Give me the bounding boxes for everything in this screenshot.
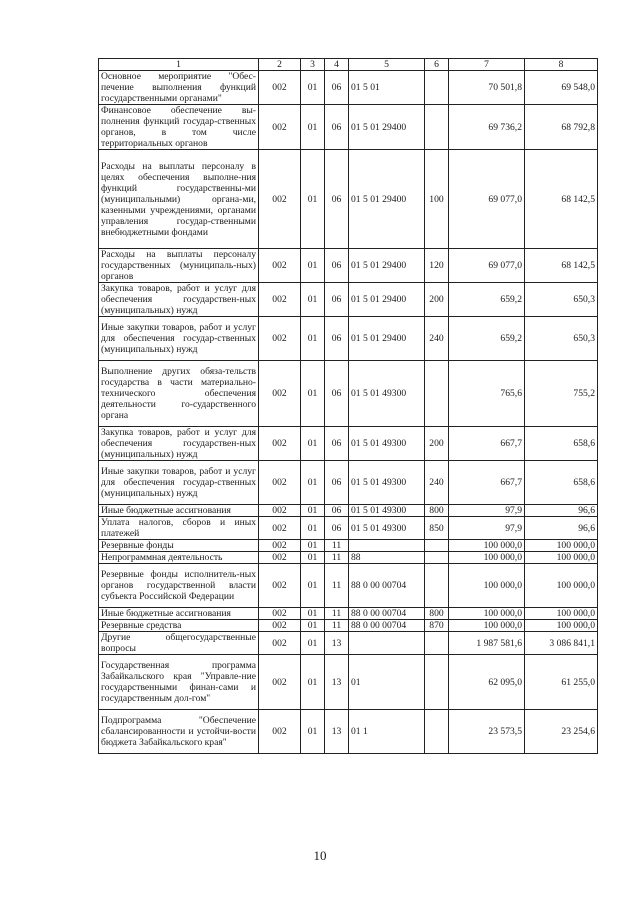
table-row [99,655,598,710]
cell-vr: 200 [425,427,449,461]
cell-sum8: 755,2 [525,361,598,427]
cell-csr: 01 5 01 49300 [349,427,425,461]
page-number: 10 [313,848,327,863]
cell-sum8: 3 086 841,1 [525,632,598,655]
cell-vr: 850 [425,517,449,540]
cell-pr: 13 [325,632,349,655]
cell-vr [425,655,449,710]
cell-sum8: 658,6 [525,461,598,505]
cell-sum8: 100 000,0 [525,564,598,608]
table-row [99,71,598,105]
cell-sum7: 1 987 581,6 [449,632,525,655]
table-row [99,105,598,150]
cell-pr: 13 [325,655,349,710]
cell-csr: 01 5 01 29400 [349,249,425,283]
cell-name: Иные бюджетные ассигнования [99,505,259,517]
cell-sum7: 69 077,0 [449,150,525,249]
cell-rz: 01 [301,564,325,608]
col-header: 7 [449,59,525,71]
cell-csr: 01 5 01 29400 [349,283,425,317]
cell-ved: 002 [259,632,301,655]
cell-pr: 11 [325,540,349,552]
cell-sum8: 68 792,8 [525,105,598,150]
cell-sum7: 659,2 [449,317,525,361]
cell-name: Иные закупки товаров, работ и услуг для обеспечения государ-ственных (муниципальных) нужд [99,317,259,361]
cell-sum8: 100 000,0 [525,552,598,564]
cell-rz: 01 [301,552,325,564]
cell-ved: 002 [259,620,301,632]
col-header: 4 [325,59,349,71]
table-row [99,505,598,517]
cell-rz: 01 [301,249,325,283]
cell-name: Другие общегосударственные вопросы [99,632,259,655]
table-row [99,461,598,505]
cell-csr: 01 5 01 49300 [349,517,425,540]
cell-vr: 870 [425,620,449,632]
cell-pr: 06 [325,249,349,283]
cell-ved: 002 [259,71,301,105]
cell-csr: 01 5 01 29400 [349,317,425,361]
cell-sum8: 69 548,0 [525,71,598,105]
cell-rz: 01 [301,150,325,249]
cell-ved: 002 [259,608,301,620]
cell-pr: 06 [325,427,349,461]
cell-pr: 06 [325,150,349,249]
table-row [99,427,598,461]
cell-vr [425,71,449,105]
cell-pr: 06 [325,517,349,540]
cell-sum7: 667,7 [449,461,525,505]
cell-rz: 01 [301,317,325,361]
cell-ved: 002 [259,710,301,754]
cell-vr: 120 [425,249,449,283]
cell-name: Расходы на выплаты персоналу в целях обеспечения выполне-ния функций государственны-ми (муниципальными) органа-ми, казенными учреждениями, органами управления государ-ственными внебюджетными фондами [99,150,259,249]
cell-sum8: 100 000,0 [525,620,598,632]
cell-sum7: 70 501,8 [449,71,525,105]
cell-rz: 01 [301,283,325,317]
table-row [99,317,598,361]
col-header: 2 [259,59,301,71]
cell-ved: 002 [259,361,301,427]
cell-sum7: 23 573,5 [449,710,525,754]
cell-rz: 01 [301,505,325,517]
cell-csr [349,632,425,655]
cell-sum7: 100 000,0 [449,564,525,608]
cell-vr [425,361,449,427]
table-row [99,361,598,427]
cell-name: Иные закупки товаров, работ и услуг для обеспечения государ-ственных (муниципальных) нужд [99,461,259,505]
cell-rz: 01 [301,540,325,552]
table-row [99,150,598,249]
cell-pr: 11 [325,608,349,620]
cell-csr: 01 5 01 49300 [349,505,425,517]
cell-sum7: 97,9 [449,517,525,540]
cell-ved: 002 [259,552,301,564]
table-row [99,620,598,632]
cell-vr: 100 [425,150,449,249]
cell-sum8: 61 255,0 [525,655,598,710]
cell-sum7: 765,6 [449,361,525,427]
cell-ved: 002 [259,283,301,317]
cell-csr [349,540,425,552]
table-row [99,517,598,540]
cell-rz: 01 [301,105,325,150]
cell-name: Расходы на выплаты персоналу государственных (муниципаль-ных) органов [99,249,259,283]
cell-rz: 01 [301,620,325,632]
cell-sum8: 68 142,5 [525,150,598,249]
cell-pr: 06 [325,71,349,105]
cell-vr [425,552,449,564]
cell-vr: 800 [425,505,449,517]
cell-sum8: 650,3 [525,317,598,361]
cell-rz: 01 [301,710,325,754]
cell-csr: 01 5 01 [349,71,425,105]
cell-name: Непрограммная деятельность [99,552,259,564]
cell-ved: 002 [259,655,301,710]
cell-csr: 01 1 [349,710,425,754]
cell-rz: 01 [301,427,325,461]
cell-sum7: 100 000,0 [449,608,525,620]
cell-pr: 11 [325,552,349,564]
cell-ved: 002 [259,150,301,249]
cell-vr: 240 [425,461,449,505]
cell-ved: 002 [259,427,301,461]
cell-ved: 002 [259,505,301,517]
cell-name: Резервные фонды [99,540,259,552]
cell-vr [425,632,449,655]
cell-ved: 002 [259,517,301,540]
cell-sum7: 69 736,2 [449,105,525,150]
cell-ved: 002 [259,105,301,150]
cell-ved: 002 [259,461,301,505]
cell-pr: 06 [325,461,349,505]
cell-ved: 002 [259,564,301,608]
cell-ved: 002 [259,249,301,283]
cell-vr: 240 [425,317,449,361]
col-header: 3 [301,59,325,71]
cell-pr: 06 [325,505,349,517]
cell-pr: 11 [325,620,349,632]
cell-rz: 01 [301,71,325,105]
cell-sum8: 96,6 [525,517,598,540]
cell-sum8: 650,3 [525,283,598,317]
cell-sum7: 659,2 [449,283,525,317]
cell-sum7: 100 000,0 [449,552,525,564]
cell-ved: 002 [259,540,301,552]
table-row [99,608,598,620]
cell-sum7: 69 077,0 [449,249,525,283]
cell-pr: 06 [325,105,349,150]
cell-pr: 11 [325,564,349,608]
cell-sum7: 667,7 [449,427,525,461]
cell-name: Уплата налогов, сборов и иных платежей [99,517,259,540]
cell-rz: 01 [301,655,325,710]
cell-name: Подпрограмма "Обеспечение сбалансированности и устойчи-вости бюджета Забайкальского края" [99,710,259,754]
cell-csr: 88 [349,552,425,564]
cell-csr: 88 0 00 00704 [349,620,425,632]
cell-name: Резервные фонды исполнитель-ных органов государственной власти субъекта Российской Федерации [99,564,259,608]
cell-sum7: 100 000,0 [449,620,525,632]
cell-vr [425,105,449,150]
cell-csr: 01 5 01 49300 [349,361,425,427]
cell-vr [425,540,449,552]
cell-vr: 200 [425,283,449,317]
cell-name: Закупка товаров, работ и услуг для обеспечения государствен-ных (муниципальных) нужд [99,283,259,317]
cell-vr [425,710,449,754]
cell-vr [425,564,449,608]
cell-name: Иные бюджетные ассигнования [99,608,259,620]
cell-csr: 88 0 00 00704 [349,564,425,608]
cell-name: Государственная программа Забайкальского края "Управле-ние государственными финан-сами и государственным дол-гом" [99,655,259,710]
cell-sum8: 658,6 [525,427,598,461]
cell-rz: 01 [301,361,325,427]
cell-sum8: 68 142,5 [525,249,598,283]
cell-vr: 800 [425,608,449,620]
cell-name: Резервные средства [99,620,259,632]
table-row [99,564,598,608]
budget-table [98,58,598,754]
cell-sum8: 100 000,0 [525,540,598,552]
cell-csr: 01 5 01 29400 [349,105,425,150]
table-row [99,710,598,754]
cell-sum7: 100 000,0 [449,540,525,552]
table-header-row [99,59,598,71]
cell-sum8: 100 000,0 [525,608,598,620]
cell-rz: 01 [301,608,325,620]
cell-pr: 06 [325,361,349,427]
cell-csr: 01 [349,655,425,710]
col-header: 5 [349,59,425,71]
col-header: 8 [525,59,598,71]
col-header: 1 [99,59,259,71]
cell-name: Выполнение других обяза-тельств государства в части материально-технического обеспечения деятельности го-сударственного органа [99,361,259,427]
col-header: 6 [425,59,449,71]
cell-csr: 88 0 00 00704 [349,608,425,620]
cell-name: Закупка товаров, работ и услуг для обеспечения государствен-ных (муниципальных) нужд [99,427,259,461]
cell-pr: 06 [325,283,349,317]
cell-rz: 01 [301,517,325,540]
table-row [99,632,598,655]
table-row [99,249,598,283]
cell-sum8: 96,6 [525,505,598,517]
cell-rz: 01 [301,461,325,505]
cell-ved: 002 [259,317,301,361]
cell-pr: 13 [325,710,349,754]
cell-rz: 01 [301,632,325,655]
cell-sum7: 97,9 [449,505,525,517]
cell-pr: 06 [325,317,349,361]
table-row [99,552,598,564]
cell-csr: 01 5 01 29400 [349,150,425,249]
cell-name: Основное мероприятие "Обес-печение выполнения функций государственными органами" [99,71,259,105]
table-row [99,283,598,317]
cell-name: Финансовое обеспечение вы-полнения функций государ-ственных органов, в том числе территориальных органов [99,105,259,150]
cell-sum7: 62 095,0 [449,655,525,710]
cell-csr: 01 5 01 49300 [349,461,425,505]
table-row [99,540,598,552]
cell-sum8: 23 254,6 [525,710,598,754]
